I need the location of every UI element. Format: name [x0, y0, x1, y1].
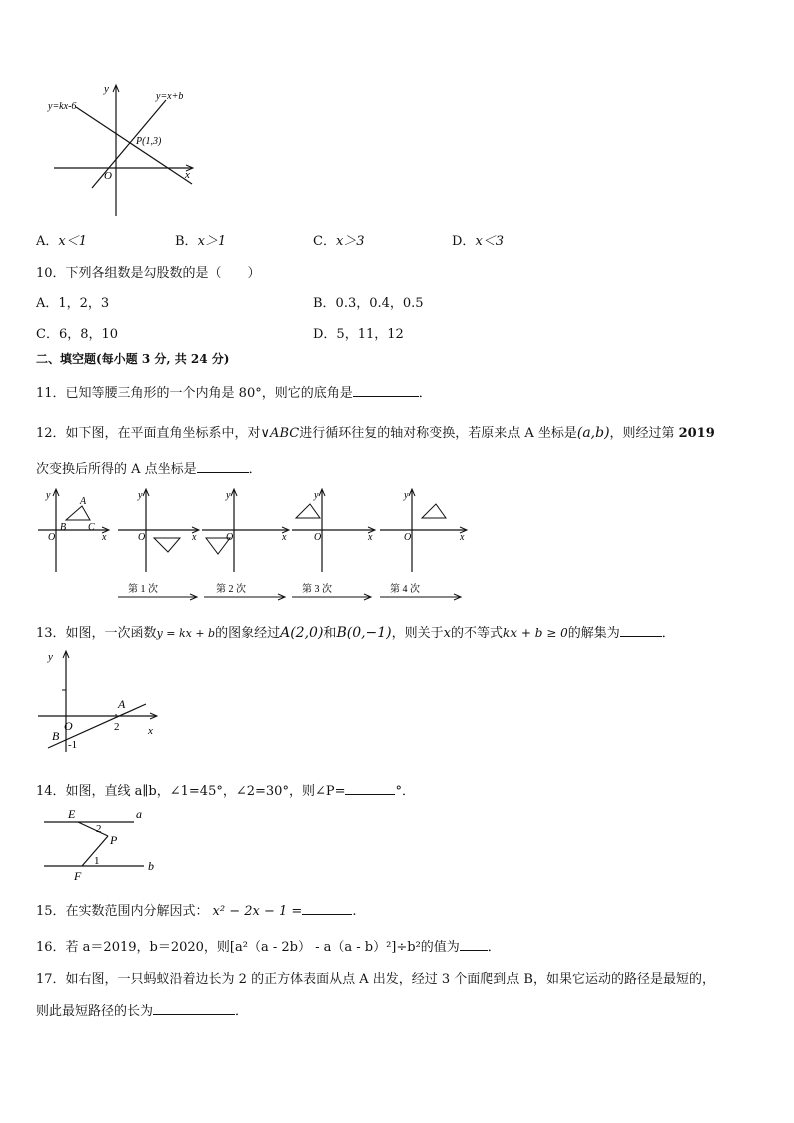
- q15-text: 15．在实数范围内分解因式：: [36, 904, 209, 919]
- q12-coord: (a,b): [576, 425, 610, 441]
- q15-expression: x² − 2x − 1 =: [212, 904, 303, 919]
- point-p-label: P: [110, 833, 118, 847]
- q12-triangle: ∨ABC: [260, 426, 300, 441]
- q13-line: [48, 704, 146, 748]
- q13-text-b: 的图象经过: [215, 626, 281, 641]
- q13-inequality: kx + b ≥ 0: [503, 626, 568, 640]
- section-title: 二、填空题(每小题 3 分, 共 24 分): [36, 352, 230, 366]
- point-e-label: E: [68, 807, 76, 821]
- answer-blank[interactable]: [302, 902, 352, 915]
- q13-text-a: 13．如图，一次函数: [36, 626, 157, 641]
- q12-panel-1: [38, 489, 109, 572]
- origin-label: O: [314, 532, 322, 543]
- tick-2-label: 2: [114, 721, 120, 733]
- answer-blank[interactable]: [460, 938, 488, 951]
- q14-graph: [40, 804, 166, 884]
- q12-text-line2: 次变换后所得的 A 点坐标是: [36, 462, 197, 477]
- q12-triangle-2: [154, 538, 180, 552]
- q12-panel-2: [118, 489, 199, 572]
- q12-line2: [36, 458, 262, 477]
- q12-step-4: [380, 582, 461, 600]
- q13-point-b: B(0,−1): [336, 625, 392, 641]
- origin-label: O: [226, 532, 234, 543]
- q12-step-2: [204, 582, 285, 600]
- q13-var: x: [443, 626, 452, 641]
- origin-label: O: [48, 532, 56, 543]
- option-letter: B．: [175, 234, 198, 249]
- origin-label: O: [138, 532, 146, 543]
- q10-option-a: A．1，2，3: [36, 296, 110, 311]
- tick-neg1-label: -1: [68, 739, 78, 751]
- q9-option-a: [36, 230, 87, 249]
- option-expr: x＞1: [197, 234, 227, 249]
- q13-text: [36, 622, 675, 641]
- q16-text: 16．若 a＝2019，b＝2020，则[a²（a - 2b） - a（a - b）²]÷b²的值为: [36, 940, 460, 955]
- axis-y-label: y: [226, 490, 231, 501]
- q15-end: .: [352, 904, 357, 919]
- option-letter: C．: [313, 234, 336, 249]
- q9-y-label: y: [104, 83, 109, 95]
- q12-label-a: A: [80, 496, 87, 507]
- step-label: 第 1 次: [128, 584, 158, 595]
- q17-end: ．: [235, 1004, 249, 1019]
- line-b-label: b: [148, 859, 154, 873]
- axis-y-label: y: [404, 490, 409, 501]
- q10-stem: 10．下列各组数是勾股数的是（ ）: [36, 266, 261, 281]
- q12-panel-3: [202, 489, 289, 572]
- q17-line2: [36, 1000, 248, 1019]
- q12-triangle-abc: [66, 506, 90, 520]
- axis-x-label: x: [460, 532, 465, 543]
- q9-graph: [40, 82, 210, 218]
- axis-x-label: x: [192, 532, 197, 543]
- q12-text-b: 进行循环往复的轴对称变换，若原来点 A 坐标是: [299, 426, 577, 441]
- point-a-label: A: [118, 697, 126, 711]
- q12-triangle-4: [296, 504, 320, 518]
- q9-option-d: [452, 230, 504, 249]
- step-label: 第 2 次: [216, 584, 246, 595]
- option-expr: x＜3: [475, 234, 505, 249]
- q13-text-f: 的解集为: [567, 626, 620, 641]
- line-a-label: a: [136, 807, 142, 821]
- angle-1-label: 1: [94, 855, 100, 867]
- origin-label: O: [64, 719, 73, 733]
- q13-text-e: 的不等式: [451, 626, 504, 641]
- q13-func: y = kx + b: [156, 627, 216, 640]
- q14-text: [36, 780, 415, 799]
- angle-2-label: 2: [96, 823, 102, 835]
- q13-text-c: 和: [323, 626, 337, 641]
- q12-text-c: ，则经过第: [609, 426, 675, 441]
- q12-step-1: [118, 582, 197, 600]
- q12-text-a: 12．如下图，在平面直角坐标系中，对: [36, 426, 261, 441]
- q12-label-b: B: [60, 522, 67, 533]
- point-b-label: B: [52, 729, 60, 743]
- q12-label-c: C: [88, 522, 95, 533]
- option-expr: x＜1: [58, 234, 87, 249]
- axis-x-label: x: [368, 532, 373, 543]
- q9-line-kx-6: [76, 107, 192, 184]
- q17-text: 则此最短路径的长为: [36, 1004, 154, 1019]
- axis-y-label: y: [46, 490, 51, 501]
- q9-line2-label: y=x+b: [156, 91, 184, 102]
- q11-end: ．: [418, 386, 432, 401]
- q12-panel-4: [292, 489, 375, 572]
- q15: [36, 900, 356, 919]
- point-f-label: F: [74, 869, 82, 883]
- q9-point-label: P(1,3): [136, 136, 162, 147]
- q12-line1: [36, 422, 715, 441]
- q16-end: ．: [487, 940, 501, 955]
- axis-x-label: x: [282, 532, 287, 543]
- q12-end: ．: [248, 462, 262, 477]
- answer-blank[interactable]: [153, 1002, 235, 1015]
- q12-triangle-5: [422, 504, 446, 518]
- axis-y-label: y: [314, 490, 319, 501]
- q13-text-d: ，则关于: [391, 626, 444, 641]
- q10-option-c: C．6，8，10: [36, 327, 119, 342]
- q12-step-3: [292, 582, 371, 600]
- step-label: 第 3 次: [302, 584, 332, 595]
- q11: [36, 382, 432, 401]
- step-label: 第 4 次: [390, 584, 420, 595]
- answer-blank[interactable]: [197, 460, 249, 473]
- q11-text: 11．已知等腰三角形的一个内角是 80°，则它的底角是: [36, 386, 353, 401]
- q12-year: 2019: [678, 426, 715, 441]
- q10-option-d: D．5，11，12: [313, 327, 404, 342]
- q9-line1-label: y=kx-6: [48, 101, 77, 112]
- q12-panel-5: [380, 489, 467, 572]
- q9-origin-label: O: [104, 170, 112, 182]
- origin-label: O: [404, 532, 412, 543]
- q9-option-c: [313, 230, 365, 249]
- axis-y-label: y: [48, 651, 53, 663]
- q12-figure: [34, 486, 474, 604]
- q13-point-a: A(2,0): [280, 625, 324, 641]
- q14-end: °．: [395, 784, 415, 799]
- answer-blank[interactable]: [345, 782, 395, 795]
- q9-option-b: [175, 230, 226, 249]
- answer-blank[interactable]: [353, 384, 419, 397]
- q10-option-b: B．0.3，0.4，0.5: [313, 296, 424, 311]
- option-letter: A．: [36, 234, 59, 249]
- q13-graph: [34, 648, 170, 756]
- axis-x-label: x: [102, 532, 107, 543]
- option-expr: x＞3: [335, 234, 365, 249]
- q16: [36, 936, 501, 955]
- q17-line1: 17．如右图，一只蚂蚁沿着边长为 2 的正方体表面从点 A 出发，经过 3 个面爬到点 B，如果它运动的路径是最短的，: [36, 972, 715, 987]
- option-letter: D．: [452, 234, 476, 249]
- q13-end: ．: [661, 626, 675, 641]
- axis-x-label: x: [148, 725, 153, 737]
- q14-stem: 14．如图，直线 a∥b，∠1=45°，∠2=30°，则∠P=: [36, 784, 346, 799]
- answer-blank[interactable]: [620, 624, 662, 637]
- q9-x-label: x: [185, 169, 190, 181]
- axis-y-label: y: [138, 490, 143, 501]
